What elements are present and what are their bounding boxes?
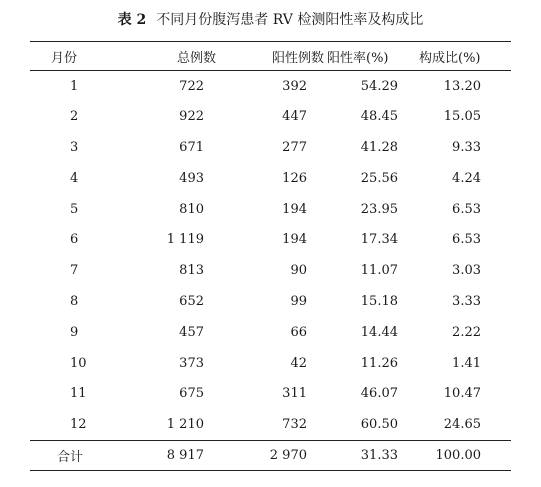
table-row <box>30 224 511 255</box>
header-composition-ratio: 构成比(%) <box>419 50 481 66</box>
cell-positive-rate: 25.56 <box>360 170 398 186</box>
cell-composition-ratio: 24.65 <box>443 416 481 432</box>
cell-composition-ratio: 9.33 <box>452 139 481 155</box>
cell-total-label: 合计 <box>57 449 84 465</box>
cell-composition-ratio: 3.03 <box>452 263 481 279</box>
table-caption <box>0 10 541 30</box>
cell-positive-rate: 41.28 <box>360 139 398 155</box>
cell-total-cases: 810 <box>179 201 204 217</box>
table-row <box>30 286 511 317</box>
cell-positive-cases: 126 <box>282 170 307 186</box>
cell-total-cases: 675 <box>179 386 204 402</box>
cell-composition-ratio: 3.33 <box>452 293 481 309</box>
cell-month: 2 <box>70 109 79 125</box>
cell-total-cases: 373 <box>179 355 204 371</box>
cell-positive-cases: 311 <box>282 386 307 402</box>
header-total-cases: 总例数 <box>177 50 217 66</box>
cell-positive-cases: 194 <box>282 232 307 248</box>
table-row <box>30 101 511 132</box>
cell-month: 7 <box>70 263 79 279</box>
cell-positive-cases: 277 <box>282 139 307 155</box>
table-title: 不同月份腹泻患者 RV 检测阳性率及构成比 <box>156 12 424 28</box>
cell-positive-cases: 732 <box>282 416 307 432</box>
header-month: 月份 <box>51 50 78 66</box>
cell-positive-rate-overall: 31.33 <box>360 447 398 463</box>
cell-positive-rate: 11.26 <box>360 355 398 371</box>
table-row <box>30 378 511 409</box>
table-row <box>30 71 511 102</box>
cell-composition-ratio: 4.24 <box>452 170 481 186</box>
cell-positive-cases: 392 <box>282 78 307 94</box>
cell-total-cases: 1 119 <box>166 232 204 248</box>
cell-positive-cases: 66 <box>290 324 307 340</box>
cell-positive-rate: 17.34 <box>360 232 398 248</box>
header-row <box>30 42 511 71</box>
cell-positive-rate: 54.29 <box>360 78 398 94</box>
cell-positive-rate: 48.45 <box>360 109 398 125</box>
table-row <box>30 255 511 286</box>
cell-positive-rate: 15.18 <box>360 293 398 309</box>
cell-total-cases: 457 <box>179 324 204 340</box>
table-row <box>30 409 511 440</box>
cell-total-cases: 652 <box>179 293 204 309</box>
table-row <box>30 194 511 225</box>
table-row <box>30 348 511 379</box>
cell-composition-ratio: 15.05 <box>443 109 481 125</box>
cell-total-cases: 922 <box>179 109 204 125</box>
cell-total-cases: 813 <box>179 263 204 279</box>
cell-month: 3 <box>70 139 79 155</box>
cell-positive-cases: 90 <box>290 263 307 279</box>
table-row <box>30 163 511 194</box>
header-positive-rate: 阳性率(%) <box>327 50 389 66</box>
cell-positive-rate: 14.44 <box>360 324 398 340</box>
cell-composition-ratio: 2.22 <box>452 324 481 340</box>
cell-positive-rate: 11.07 <box>360 263 398 279</box>
cell-month: 4 <box>70 170 79 186</box>
cell-total-cases: 671 <box>179 139 204 155</box>
cell-composition-ratio: 6.53 <box>452 232 481 248</box>
cell-month: 8 <box>70 293 79 309</box>
cell-composition-ratio: 13.20 <box>443 78 481 94</box>
total-row <box>30 440 511 471</box>
table-body <box>30 71 511 471</box>
cell-positive-cases: 194 <box>282 201 307 217</box>
cell-month: 1 <box>70 78 79 94</box>
table-label: 表 2 <box>117 12 147 28</box>
cell-month: 12 <box>70 416 87 432</box>
cell-composition-ratio: 10.47 <box>443 386 481 402</box>
data-table <box>30 41 511 471</box>
cell-month: 9 <box>70 324 79 340</box>
cell-composition-ratio: 6.53 <box>452 201 481 217</box>
cell-positive-cases: 99 <box>290 293 307 309</box>
table-row <box>30 317 511 348</box>
cell-month: 11 <box>70 386 87 402</box>
cell-month: 6 <box>70 232 79 248</box>
cell-total-cases: 722 <box>179 78 204 94</box>
table-row <box>30 132 511 163</box>
cell-composition-ratio-sum: 100.00 <box>435 447 481 463</box>
cell-positive-rate: 46.07 <box>360 386 398 402</box>
cell-total-cases: 1 210 <box>166 416 204 432</box>
cell-total-cases: 493 <box>179 170 204 186</box>
cell-positive-cases: 447 <box>282 109 307 125</box>
cell-month: 5 <box>70 201 79 217</box>
cell-positive-cases-sum: 2 970 <box>269 447 307 463</box>
table-header <box>30 42 511 71</box>
cell-positive-cases: 42 <box>290 355 307 371</box>
cell-month: 10 <box>70 355 87 371</box>
cell-positive-rate: 23.95 <box>360 201 398 217</box>
header-positive-cases: 阳性例数 <box>272 50 325 66</box>
cell-composition-ratio: 1.41 <box>452 355 481 371</box>
cell-positive-rate: 60.50 <box>360 416 398 432</box>
cell-total-cases-sum: 8 917 <box>166 447 204 463</box>
